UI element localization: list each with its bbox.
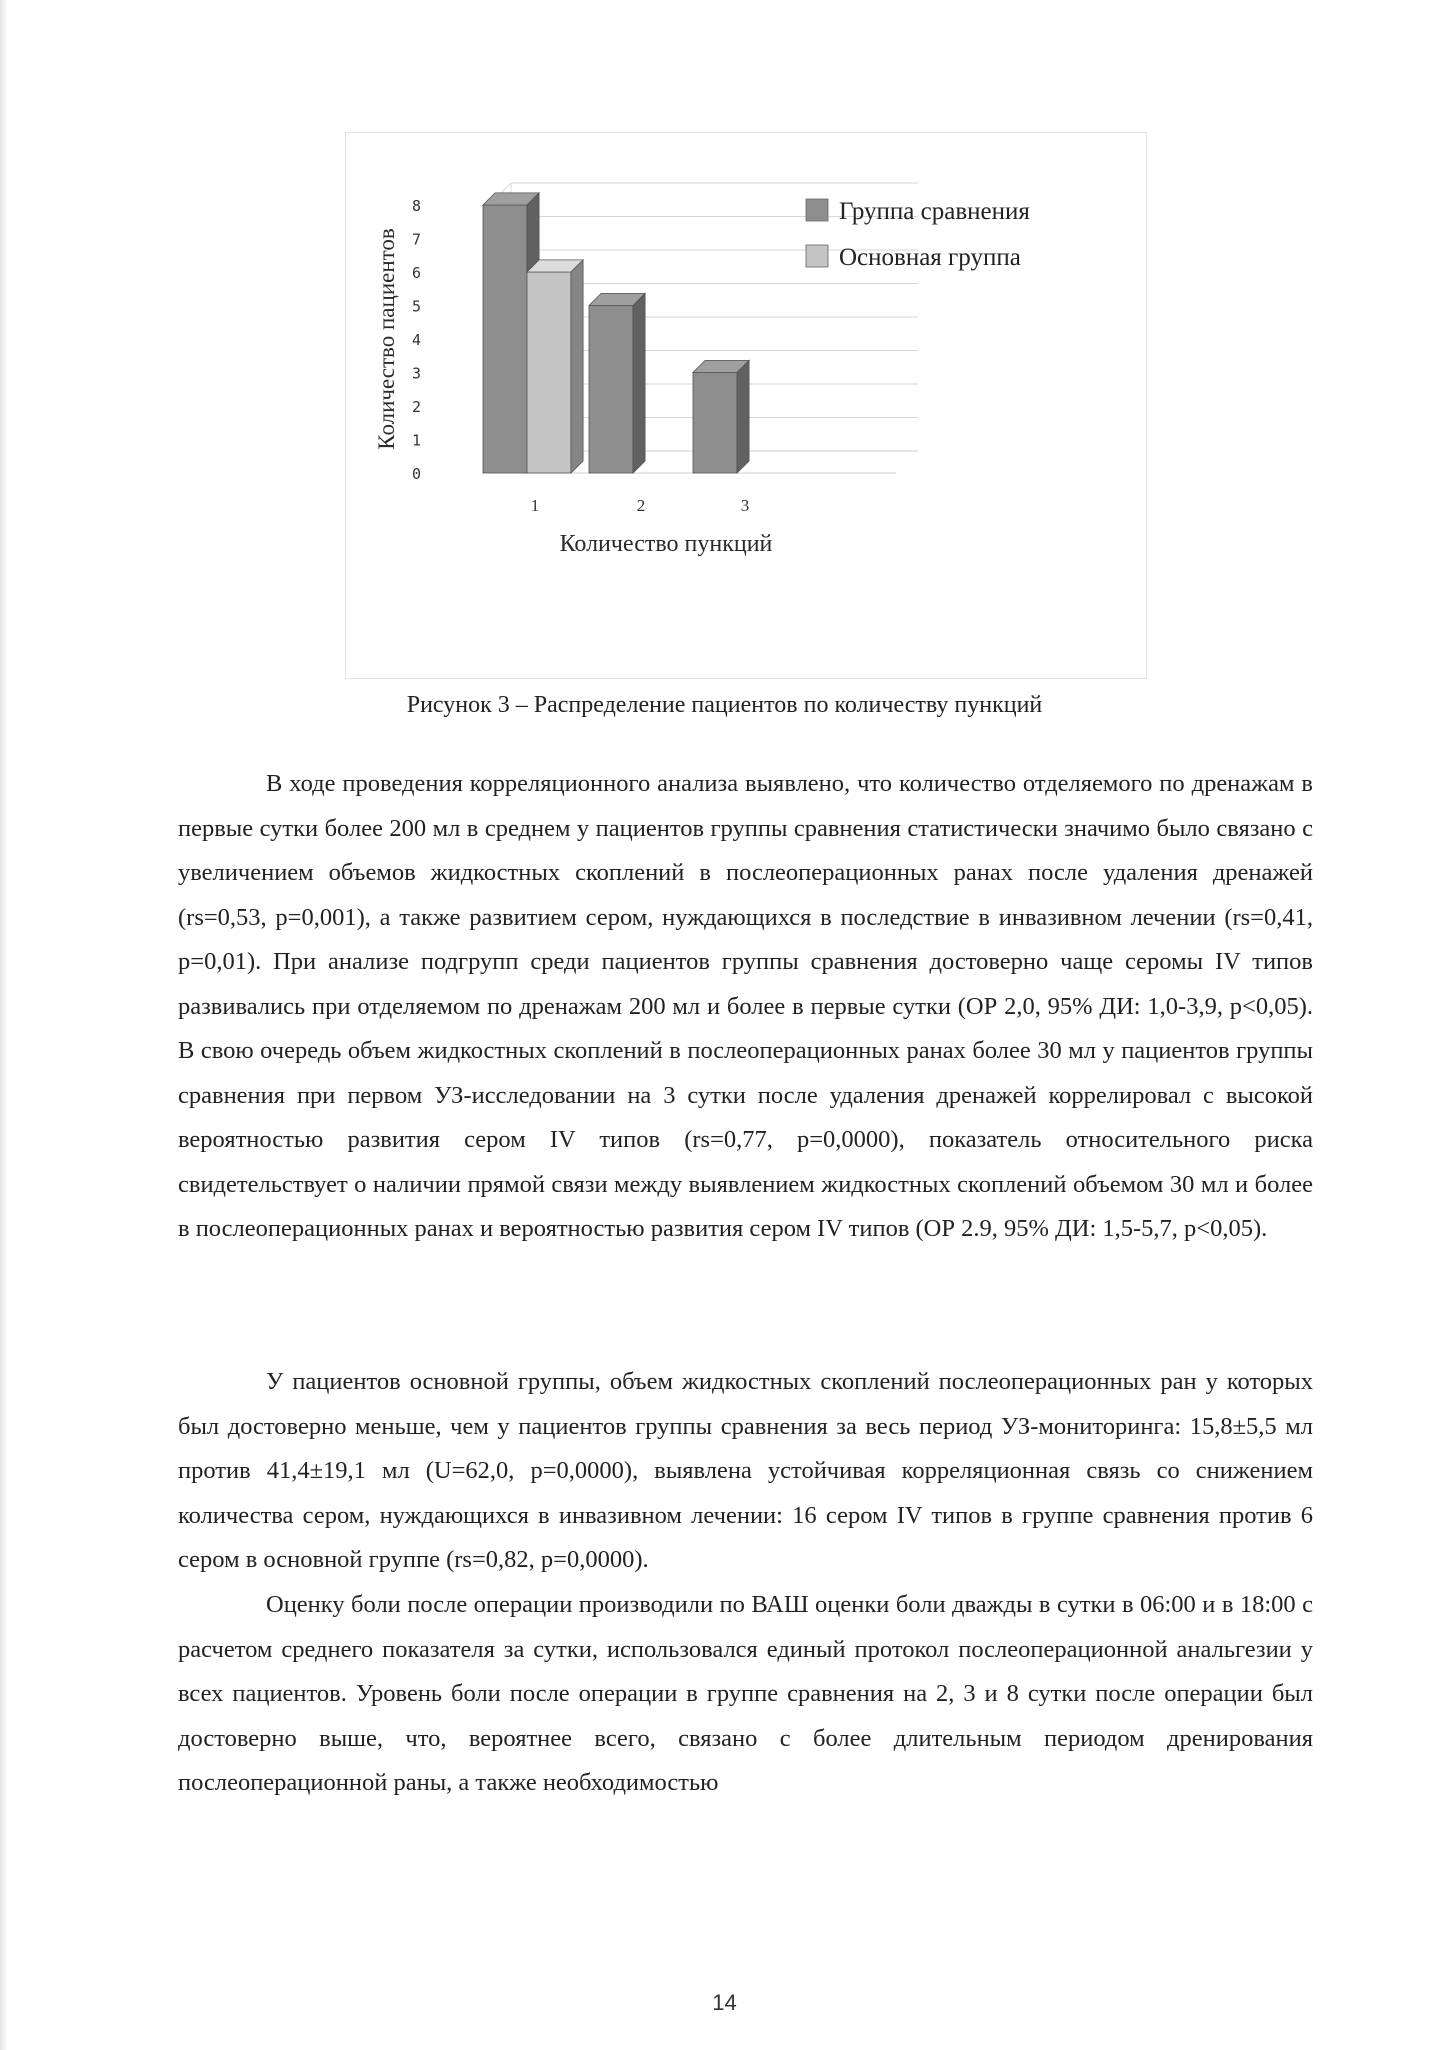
bar-front <box>693 373 737 474</box>
y-tick-label: 6 <box>411 264 421 282</box>
y-tick-label: 3 <box>411 364 421 383</box>
legend-swatch <box>806 245 828 267</box>
paragraph-pain-assessment: Оценку боли после операции производили по ВАШ оценки боли дважды в сутки в 06:00 и в 18:00 с расчетом среднего показателя за сутки, использовался единый протокол послеоперационной анальгезии у всех пациентов. Уровень боли после операции в группе сравнения на 2, 3 и 8 сутки после операции был достоверно выше, что, вероятнее всего, связано с более длительным периодом дренирования послеоперационной раны, а также необходимостью <box>178 1591 1313 1796</box>
bar-side <box>737 360 749 473</box>
y-axis-title: Количество пациентов <box>374 228 399 450</box>
bar-front <box>483 205 527 473</box>
bar-side <box>633 293 645 473</box>
legend-swatch <box>806 199 828 221</box>
y-tick-label: 4 <box>411 331 421 349</box>
x-tick-label: 2 <box>636 496 646 515</box>
bar-front <box>589 306 633 474</box>
paragraph-correlation-analysis: В ходе проведения корреляционного анализа выявлено, что количество отделяемого по дренажам в первые сутки более 200 мл в среднем у пациентов группы сравнения статистически значимо было связано с увеличением объемов жидкостных скоплений в послеоперационных ранах после удаления дренажей (rs=0,53, p=0,001), а также развитием сером, нуждающихся в последствие в инвазивном лечении (rs=0,41, p=0,01). При анализе подгрупп среди пациентов группы сравнения достоверно чаще серомы IV типов развивались при отделяемом по дренажам 200 мл и более в первые сутки (ОР 2,0, 95% ДИ: 1,0-3,9, p<0,05). В свою очередь объем жидкостных скоплений в послеоперационных ранах более 30 мл у пациентов группы сравнения при первом УЗ-исследовании на 3 сутки после удаления дренажей коррелировал с высокой вероятностью развития сером IV типов (rs=0,77, p=0,0000), показатель относительного риска свидетельствует о наличии прямой связи между выявлением жидкостных скоплений объемом 30 мл и более в послеоперационных ранах и вероятностью развития сером IV типов (ОР 2.9, 95% ДИ: 1,5-5,7, p<0,05). <box>178 770 1313 1242</box>
x-axis-title: Количество пункций <box>559 531 773 557</box>
legend-label: Основная группа <box>839 244 1021 271</box>
chart-frame <box>345 132 1147 679</box>
y-tick-label: 0 <box>411 465 421 483</box>
page-number: 14 <box>712 1990 737 2015</box>
legend-label: Группа сравнения <box>839 198 1030 225</box>
scan-edge-shadow <box>0 0 8 2050</box>
bar-front <box>527 272 571 473</box>
y-tick-label: 8 <box>411 197 421 215</box>
paragraph-main-group: У пациентов основной группы, объем жидкостных скоплений послеоперационных ран у которых был достоверно меньше, чем у пациентов группы сравнения за весь период УЗ-мониторинга: 15,8±5,5 мл против 41,4±19,1 мл (U=62,0, p=0,0000), выявлена устойчивая корреляционная связь со снижением количества сером, нуждающихся в инвазивном лечении: 16 сером IV типов в группе сравнения против 6 сером в основной группе (rs=0,82, p=0,0000). <box>178 1368 1313 1573</box>
x-tick-label: 3 <box>740 496 750 515</box>
y-tick-label: 2 <box>411 398 421 416</box>
plot-area <box>374 183 1030 557</box>
bar-chart <box>346 133 1146 678</box>
x-tick-label: 1 <box>530 496 540 515</box>
y-tick-label: 7 <box>411 230 421 249</box>
y-tick-label: 1 <box>411 431 421 450</box>
bar-side <box>571 260 583 473</box>
y-tick-label: 5 <box>411 297 421 316</box>
figure-caption: Рисунок 3 – Распределение пациентов по количеству пункций <box>406 692 1043 718</box>
